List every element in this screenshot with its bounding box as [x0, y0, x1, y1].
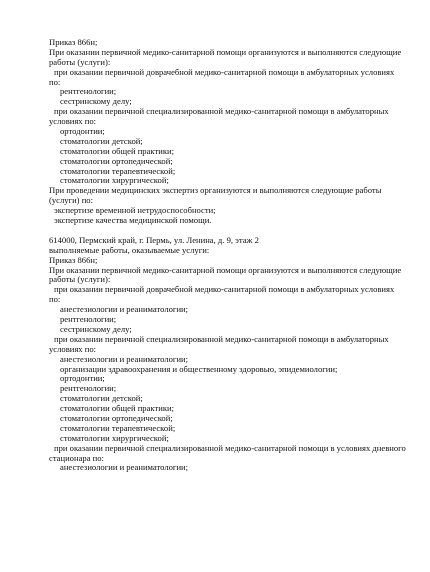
document-line: стоматологии детской; [60, 135, 143, 146]
document-line: стоматологии хирургической; [60, 175, 169, 186]
document-line: стоматологии терапевтической; [60, 422, 176, 433]
document-line: условиях по: [49, 343, 97, 354]
document-line: экспертизе временной нетрудоспособности; [54, 205, 216, 216]
document-line: при оказании первичной доврачебной медико-санитарной помощи в амбулаторных условиях [54, 284, 395, 295]
document-line: стоматологии ортопедической; [60, 155, 173, 166]
document-line: сестринскому делу; [60, 96, 132, 107]
document-line: при оказании первичной специализированной медико-санитарной помощи в условиях дневного [54, 442, 406, 453]
document-line: стоматологии терапевтической; [60, 165, 176, 176]
document-line: при оказании первичной специализированной медико-санитарной помощи в амбулаторных [54, 333, 389, 344]
document-line: стационара по: [49, 452, 104, 463]
document-line: стоматологии общей практики; [60, 145, 174, 156]
document-line: анестезиологии и реаниматологии; [60, 304, 189, 315]
document-line: рентгенологии; [60, 86, 117, 97]
document-line: стоматологии детской; [60, 393, 143, 404]
document-line: 614000, Пермский край, г. Пермь, ул. Ленина, д. 9, этаж 2 [49, 234, 259, 245]
document-line: ортодонтии; [60, 373, 105, 384]
document-line: при оказании первичной специализированной медико-санитарной помощи в амбулаторных [54, 106, 389, 117]
document-line: анестезиологии и реаниматологии; [60, 353, 189, 364]
document-line: сестринскому делу; [60, 323, 132, 334]
document-line: рентгенологии; [60, 314, 117, 325]
document-line: При оказании первичной медико-санитарной помощи организуются и выполняются следующие [49, 264, 402, 275]
document-line: по: [49, 76, 61, 87]
document-line: ортодонтии; [60, 126, 105, 137]
document-line: экспертизе качества медицинской помощи. [54, 215, 212, 226]
document-line: (услуги) по: [49, 195, 93, 206]
document-line: выполняемые работы, оказываемые услуги: [49, 244, 210, 255]
document-line: При проведении медицинских экспертиз организуются и выполняются следующие работы [49, 185, 382, 196]
document-line: работы (услуги): [49, 56, 111, 67]
document-line: анестезиологии и реаниматологии; [60, 462, 189, 473]
document-line: работы (услуги): [49, 274, 111, 285]
document-line: стоматологии общей практики; [60, 403, 174, 414]
document-line: Приказ 866н; [49, 37, 98, 47]
document-line: рентгенологии; [60, 383, 117, 394]
document-line: Приказ 866н; [49, 254, 98, 265]
document-line: организации здравоохранения и общественному здоровью, эпидемиологии; [60, 363, 338, 374]
document-text [49, 38, 419, 473]
document-line: стоматологии ортопедической; [60, 412, 173, 423]
document-line: При оказании первичной медико-санитарной помощи организуются и выполняются следующие [49, 46, 402, 57]
document-line: стоматологии хирургической; [60, 432, 169, 443]
document-line: при оказании первичной доврачебной медико-санитарной помощи в амбулаторных условиях [54, 66, 395, 77]
document-line: по: [49, 294, 61, 305]
document-line: условиях по: [49, 116, 97, 127]
